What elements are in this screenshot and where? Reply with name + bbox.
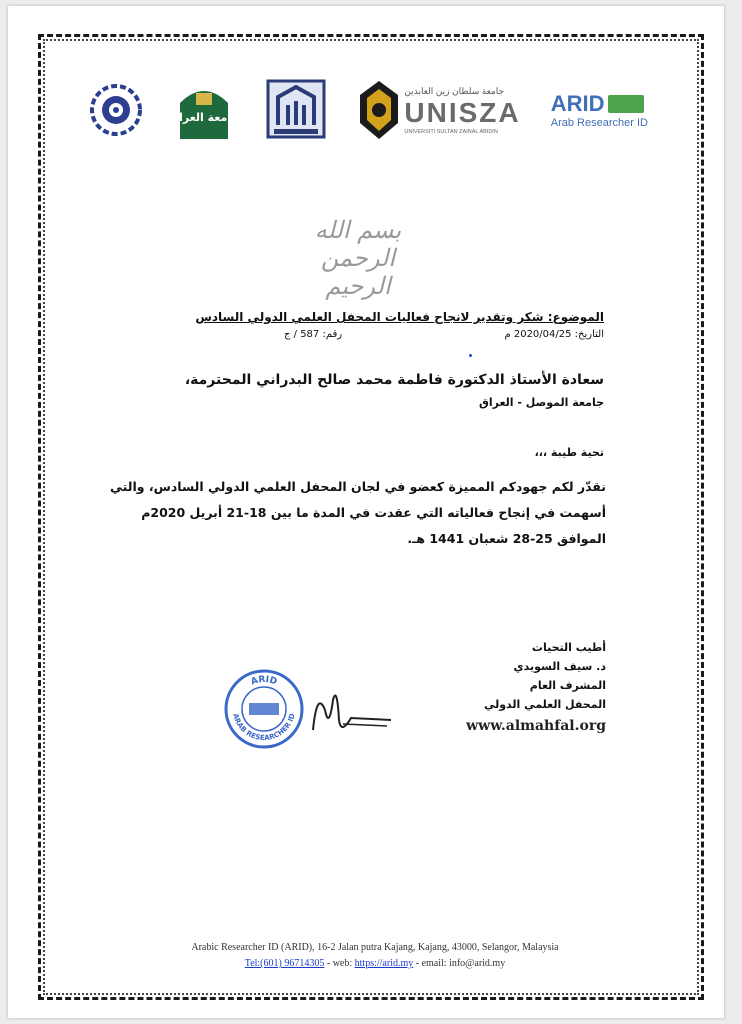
letter-greeting: تحية طيبة ،،، xyxy=(534,446,604,459)
closing-regards: أطيب التحيات xyxy=(531,641,606,654)
letter-closing xyxy=(484,638,606,714)
footer-web-label: - web: xyxy=(324,958,355,969)
iraqi-university-logo xyxy=(160,79,248,141)
footer-contact xyxy=(8,956,742,972)
unisza-logo xyxy=(358,79,520,141)
svg-text:ARID xyxy=(250,675,279,688)
arid-stamp xyxy=(223,668,305,750)
footer-web-link[interactable]: https://arid.my xyxy=(354,958,414,969)
arid-subtext: Arab Researcher ID xyxy=(550,117,648,129)
letter-body: نقدّر لكم جهودكم المميزة كعضو في لجان المحفل العلمي الدولي السادس، والتي أسهمت في إنجاح فعالياته التي عقدت في المدة ما بين 18-21 أبريل 2020م الموافق 25-28 شعبان 1441 هـ. xyxy=(110,479,606,546)
library-logo xyxy=(264,77,328,143)
footer-email: - email: info@arid.my xyxy=(413,958,506,969)
basmala: بسم الله الرحمن الرحيم xyxy=(314,216,402,300)
footer-address: Arabic Researcher ID (ARID), 16-2 Jalan putra Kajang, Kajang, 43000, Selangor, Malaysia xyxy=(191,942,559,953)
letter-page xyxy=(8,6,724,1018)
blue-dot xyxy=(469,354,472,357)
letter-ref: رقم: 587 / ج xyxy=(284,329,343,340)
closing-org: المحفل العلمي الدولي xyxy=(483,698,606,711)
arid-text: ARID xyxy=(550,91,605,116)
letter-date: التاريخ: 2020/04/25 م xyxy=(504,329,604,340)
logo-row xyxy=(88,70,648,150)
letter-meta xyxy=(284,329,604,340)
arid-green-mark xyxy=(608,95,644,113)
page-footer xyxy=(8,940,742,972)
stamp-bottom-text: ARAB RESEARCHER ID xyxy=(231,712,297,743)
footer-tel[interactable]: Tel:(601) 96714305 xyxy=(244,958,325,969)
iraqi-university-text: الجامعة العراقية xyxy=(160,111,248,124)
closing-title: المشرف العام xyxy=(529,679,606,692)
unisza-arabic: جامعة سلطان زين العابدين xyxy=(404,85,505,96)
closing-signer: د. سيف السويدي xyxy=(513,660,606,673)
stamp-top-text: ARID xyxy=(249,674,279,688)
website-text: www.almahfal.org xyxy=(466,718,606,734)
letter-addressee: سعادة الأستاذ الدكتورة فاطمة محمد صالح البدراني المحترمة، xyxy=(184,372,604,388)
unisza-text: UNISZA xyxy=(404,96,521,128)
letter-subject: الموضوع: شكر وتقدير لانجاح فعاليات المحفل العلمي الدولي السادس xyxy=(195,310,604,324)
handwritten-signature xyxy=(303,680,393,740)
letter-university: جامعة الموصل - العراق xyxy=(479,396,604,409)
arid-logo xyxy=(551,91,648,129)
unisza-subtext: UNIVERSITI SULTAN ZAINAL ABIDIN xyxy=(404,128,498,135)
ornament-logo xyxy=(88,82,144,138)
